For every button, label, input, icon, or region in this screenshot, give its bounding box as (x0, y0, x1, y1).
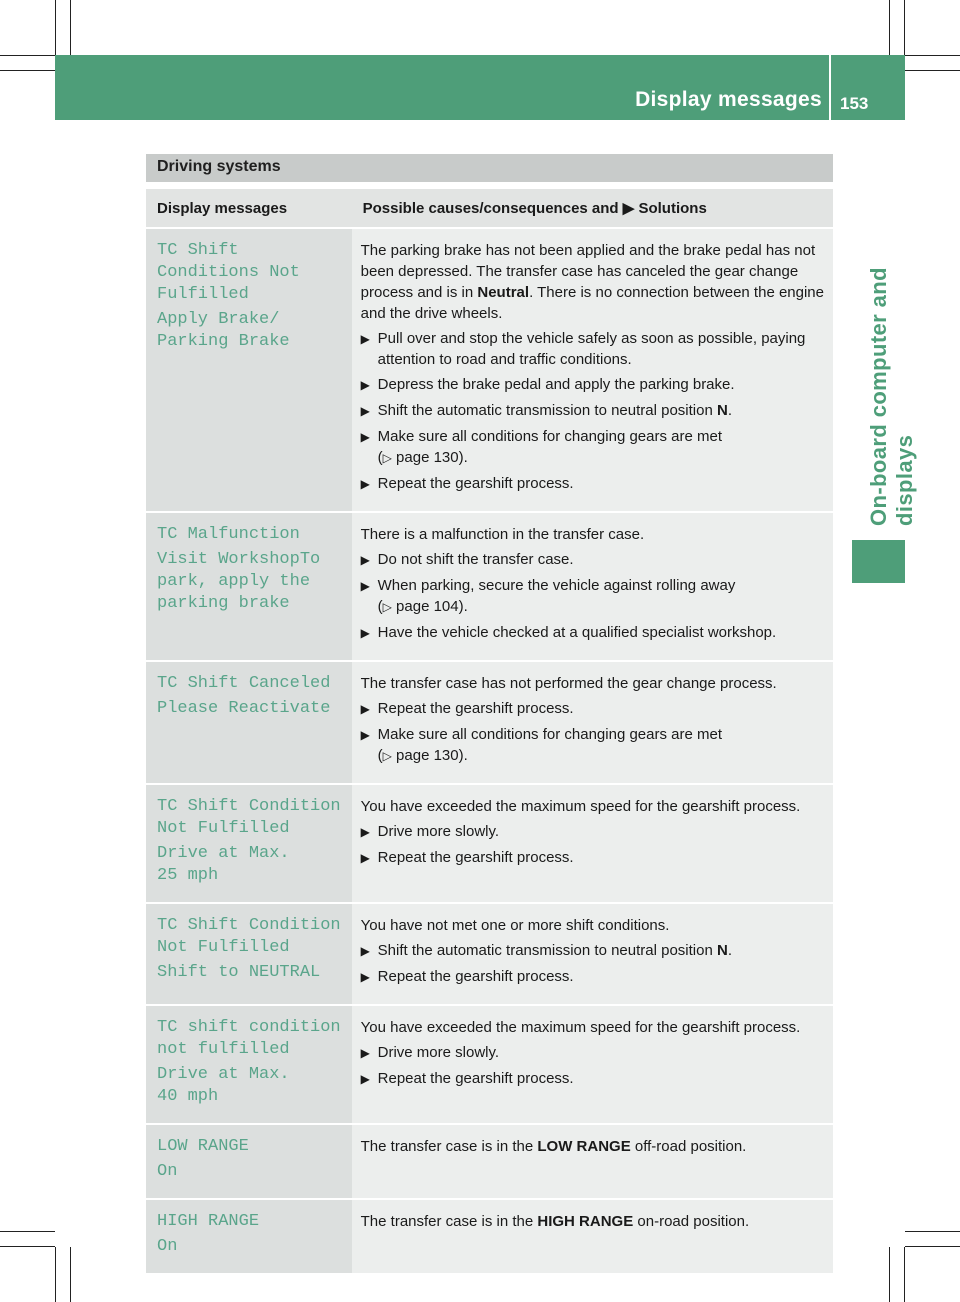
display-message-line: park, apply the (157, 572, 311, 591)
solution-step: ▶ Do not shift the transfer case. (361, 549, 829, 571)
solution-step: ▶ Repeat the gearshift process. (361, 1068, 829, 1090)
display-message-line: Shift to NEUTRAL (157, 963, 321, 982)
display-message-line: Drive at Max. (157, 844, 290, 863)
step-arrow-icon: ▶ (360, 579, 370, 593)
solution-step: ▶ Make sure all conditions for changing gears are met (▷ page 130). (361, 426, 829, 469)
step-arrow-icon: ▶ (360, 702, 370, 716)
chapter-tab-marker (852, 540, 905, 583)
step-arrow-icon: ▶ (360, 825, 370, 839)
display-message-line: On (157, 1162, 178, 1181)
cause-text: The parking brake has not been applied and the brake pedal has not been depressed. The transfer case has canceled the gear change process and is in Neutral. There is no connection between the engine and the drive wheels. (360, 242, 824, 322)
display-message-line: Not Fulfilled (157, 938, 290, 957)
solution-cell (352, 1124, 833, 1199)
display-message-line: Parking Brake (157, 332, 290, 351)
solution-step: ▶ Repeat the gearshift process. (361, 698, 829, 720)
solution-step: ▶ Repeat the gearshift process. (361, 966, 829, 988)
display-message-line: On (157, 1237, 178, 1256)
table-row (146, 1199, 833, 1273)
message-cell (146, 228, 352, 512)
column-header-solutions: Possible causes/consequences and ▶ Solutions (352, 189, 833, 228)
crop-mark (905, 1246, 960, 1247)
table-row (146, 784, 833, 903)
crop-mark (0, 1246, 55, 1247)
display-message-line: Not Fulfilled (157, 819, 290, 838)
display-message-line: Apply Brake/ (157, 310, 280, 329)
solution-step: ▶ Depress the brake pedal and apply the parking brake. (361, 374, 829, 396)
crop-mark (70, 0, 71, 55)
solution-step: ▶ Make sure all conditions for changing gears are met (▷ page 130). (361, 724, 829, 767)
page-reference: (▷ page 130). (377, 449, 468, 466)
step-arrow-icon: ▶ (360, 970, 370, 984)
cause-text: You have not met one or more shift conditions. (360, 917, 670, 934)
display-message-line: TC Shift (157, 241, 239, 260)
table-row (146, 228, 833, 512)
display-message-line: 40 mph (157, 1087, 219, 1106)
page-ref-icon: ▷ (382, 451, 392, 465)
display-messages-table (146, 189, 833, 1273)
crop-mark (904, 0, 905, 55)
display-message-line: TC shift condition (157, 1018, 341, 1037)
message-cell (146, 903, 352, 1005)
solution-step: ▶ Have the vehicle checked at a qualified specialist workshop. (361, 622, 829, 644)
table-header-row (146, 189, 833, 228)
display-message-line: TC Shift Condition (157, 916, 341, 935)
display-message-line: TC Malfunction (157, 525, 300, 544)
solution-cell (352, 228, 833, 512)
display-message-line: parking brake (157, 594, 290, 613)
crop-mark (55, 1247, 56, 1302)
solution-step: ▶ Drive more slowly. (361, 821, 829, 843)
cause-text: The transfer case is in the HIGH RANGE on-road position. (360, 1213, 750, 1230)
cause-text: You have exceeded the maximum speed for the gearshift process. (360, 798, 801, 815)
page-ref-icon: ▷ (382, 749, 392, 763)
message-cell (146, 1005, 352, 1124)
display-message-line: Drive at Max. (157, 1065, 290, 1084)
crop-mark (905, 70, 960, 71)
header-divider (829, 55, 831, 120)
step-arrow-icon: ▶ (360, 477, 370, 491)
step-arrow-icon: ▶ (360, 553, 370, 567)
crop-mark (889, 0, 890, 55)
chapter-tab-label: On-board computer and displays (866, 267, 917, 526)
crop-mark (70, 1247, 71, 1302)
step-arrow-icon: ▶ (360, 626, 370, 640)
solution-cell (352, 784, 833, 903)
crop-mark (889, 1247, 890, 1302)
table-row (146, 512, 833, 661)
step-arrow-icon: ▶ (360, 378, 370, 392)
table-row (146, 903, 833, 1005)
display-message-line: Fulfilled (157, 285, 249, 304)
table-row (146, 661, 833, 784)
display-message-line: not fulfilled (157, 1040, 290, 1059)
cause-text: There is a malfunction in the transfer case. (360, 526, 645, 543)
page-reference: (▷ page 130). (377, 747, 468, 764)
display-message-line: Visit WorkshopTo (157, 550, 321, 569)
crop-mark (904, 1247, 905, 1302)
message-cell (146, 1124, 352, 1199)
page-ref-icon: ▷ (382, 600, 392, 614)
cause-text: The transfer case has not performed the gear change process. (360, 675, 777, 692)
display-message-line: 25 mph (157, 866, 219, 885)
step-arrow-icon: ▶ (360, 430, 370, 444)
cause-text: You have exceeded the maximum speed for the gearshift process. (360, 1019, 801, 1036)
solution-step: ▶ Pull over and stop the vehicle safely as soon as possible, paying attention to road and traffic conditions. (360, 330, 806, 368)
solution-cell (352, 512, 833, 661)
solution-step: ▶ Drive more slowly. (361, 1042, 829, 1064)
solution-step: ▶ Repeat the gearshift process. (361, 473, 829, 495)
crop-mark (905, 1231, 960, 1232)
step-arrow-icon: ▶ (360, 332, 370, 346)
crop-mark (0, 1231, 55, 1232)
step-arrow-icon: ▶ (360, 851, 370, 865)
display-message-line: HIGH RANGE (157, 1212, 260, 1231)
solution-cell (352, 661, 833, 784)
page-title: Display messages (635, 88, 822, 111)
solution-step: ▶ When parking, secure the vehicle against rolling away (▷ page 104). (361, 575, 829, 618)
message-cell (146, 1199, 352, 1273)
cause-text: The transfer case is in the LOW RANGE off-road position. (360, 1138, 747, 1155)
display-message-line: Conditions Not (157, 263, 300, 282)
step-arrow-icon: ▶ (360, 944, 370, 958)
crop-mark (905, 55, 960, 56)
message-cell (146, 661, 352, 784)
crop-mark (55, 0, 56, 55)
solution-cell (352, 1005, 833, 1124)
solution-cell (352, 1199, 833, 1273)
step-arrow-icon: ▶ (360, 1072, 370, 1086)
section-title: Driving systems (146, 154, 833, 182)
solution-step: ▶ Repeat the gearshift process. (361, 847, 829, 869)
display-message-line: TC Shift Condition (157, 797, 341, 816)
crop-mark (0, 55, 55, 56)
display-message-line: LOW RANGE (157, 1137, 249, 1156)
table-row (146, 1005, 833, 1124)
page-reference: (▷ page 104). (377, 598, 468, 615)
solution-step: ▶ Shift the automatic transmission to neutral position N. (361, 400, 829, 422)
page-number: 153 (840, 94, 869, 113)
display-message-line: TC Shift Canceled (157, 674, 331, 693)
solution-cell (352, 903, 833, 1005)
step-arrow-icon: ▶ (360, 1046, 370, 1060)
message-cell (146, 512, 352, 661)
display-message-line: Please Reactivate (157, 699, 331, 718)
step-arrow-icon: ▶ (360, 728, 370, 742)
solution-step: ▶ Shift the automatic transmission to neutral position N. (361, 940, 829, 962)
message-cell (146, 784, 352, 903)
column-header-messages: Display messages (146, 189, 352, 228)
crop-mark (0, 70, 55, 71)
table-row (146, 1124, 833, 1199)
step-arrow-icon: ▶ (360, 404, 370, 418)
